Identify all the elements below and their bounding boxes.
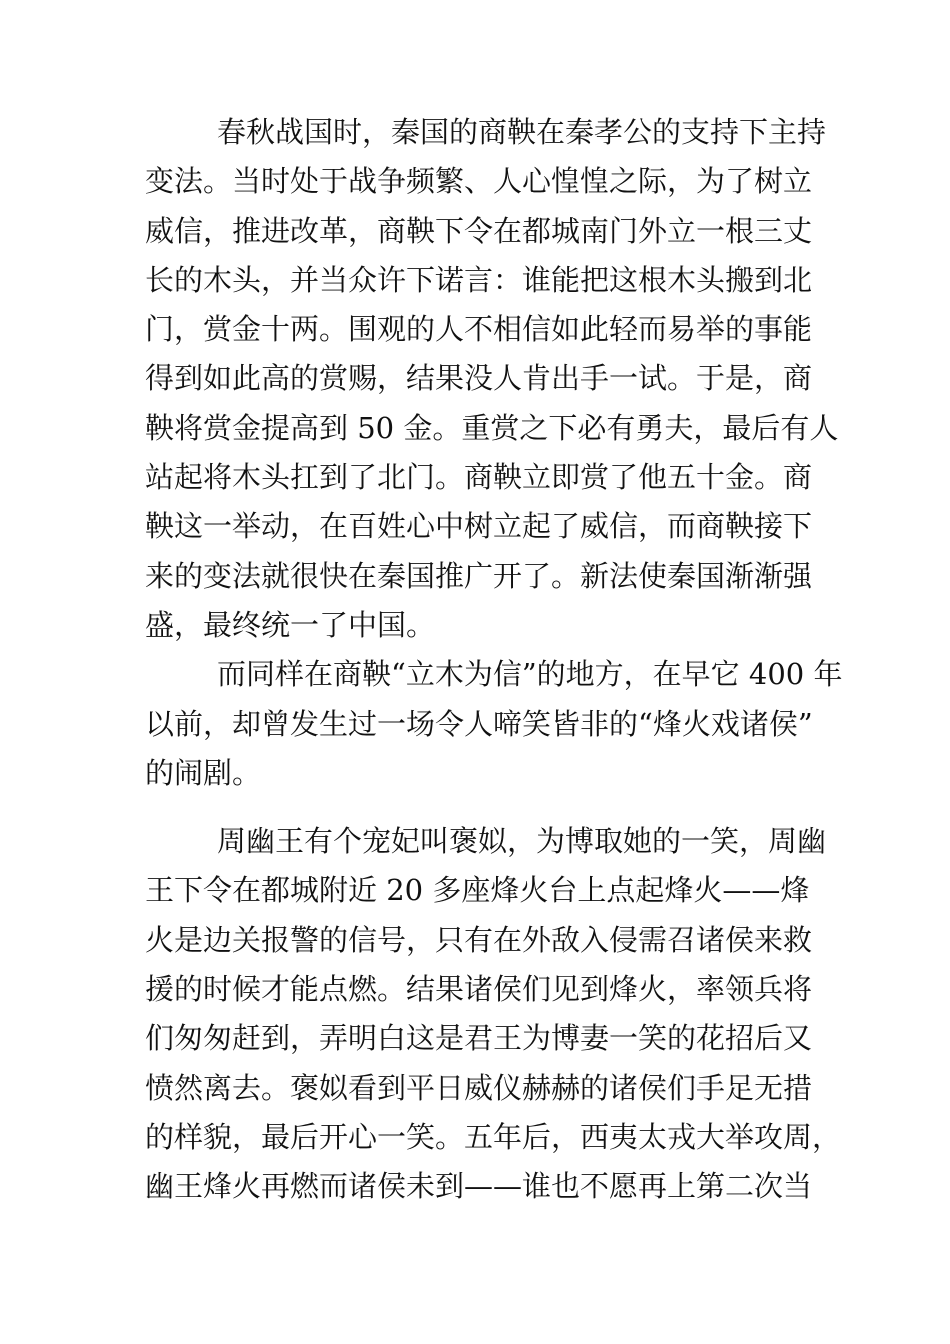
paragraph-3-line-6: 愤然离去。褒姒看到平日威仪赫赫的诸侯们手足无措 [145,1070,813,1105]
paragraph-1-line-6: 得到如此高的赏赐，结果没人肯出手一试。于是，商 [145,361,813,396]
paragraph-3-line-2: 王下令在都城附近 20 多座烽火台上点起烽火——烽 [145,873,810,908]
paragraph-1-line-1: 春秋战国时，秦国的商鞅在秦孝公的支持下主持 [217,115,827,149]
paragraph-3-line-8: 幽王烽火再燃而诸侯未到——谁也不愿再上第二次当 [145,1169,813,1204]
paragraph-2-line-2: 以前，却曾发生过一场令人啼笑皆非的“烽火戏诸侯” [145,706,813,741]
paragraph-1-line-4: 长的木头，并当众许下诺言：谁能把这根木头搬到北 [145,262,813,297]
paragraph-spacing [145,798,805,817]
paragraph-3-line-5: 们匆匆赶到，弄明白这是君王为博妻一笑的花招后又 [145,1021,813,1056]
paragraph-1-line-9: 鞅这一举动，在百姓心中树立起了威信，而商鞅接下 [145,509,813,544]
paragraph-2-line-3: 的闹剧。 [145,755,262,790]
paragraph-1-line-11: 盛，最终统一了中国。 [145,607,436,642]
paragraph-1-line-2: 变法。当时处于战争频繁、人心惶惶之际，为了树立 [145,164,813,199]
paragraph-3-line-1: 周幽王有个宠妃叫褒姒，为博取她的一笑，周幽 [217,824,827,859]
paragraph-3-line-7: 的样貌，最后开心一笑。五年后，西夷太戎大举攻周， [145,1119,842,1154]
body-text [145,108,843,1212]
paragraph-1-line-7: 鞅将赏金提高到 50 金。重赏之下必有勇夫，最后有人 [145,410,839,445]
paragraph-1-line-8: 站起将木头扛到了北门。商鞅立即赏了他五十金。商 [145,460,813,495]
paragraph-1-line-10: 来的变法就很快在秦国推广开了。新法使秦国渐渐强 [145,558,813,593]
paragraph-1-line-5: 门，赏金十两。围观的人不相信如此轻而易举的事能 [145,312,813,347]
paragraph-2-line-1: 而同样在商鞅“立木为信”的地方，在早它 400 年 [217,657,843,692]
paragraph-3-line-3: 火是边关报警的信号，只有在外敌入侵需召诸侯来救 [145,922,813,957]
paragraph-1-line-3: 威信，推进改革，商鞅下令在都城南门外立一根三丈 [145,213,813,248]
paragraph-3-line-4: 援的时候才能点燃。结果诸侯们见到烽火，率领兵将 [145,972,813,1007]
